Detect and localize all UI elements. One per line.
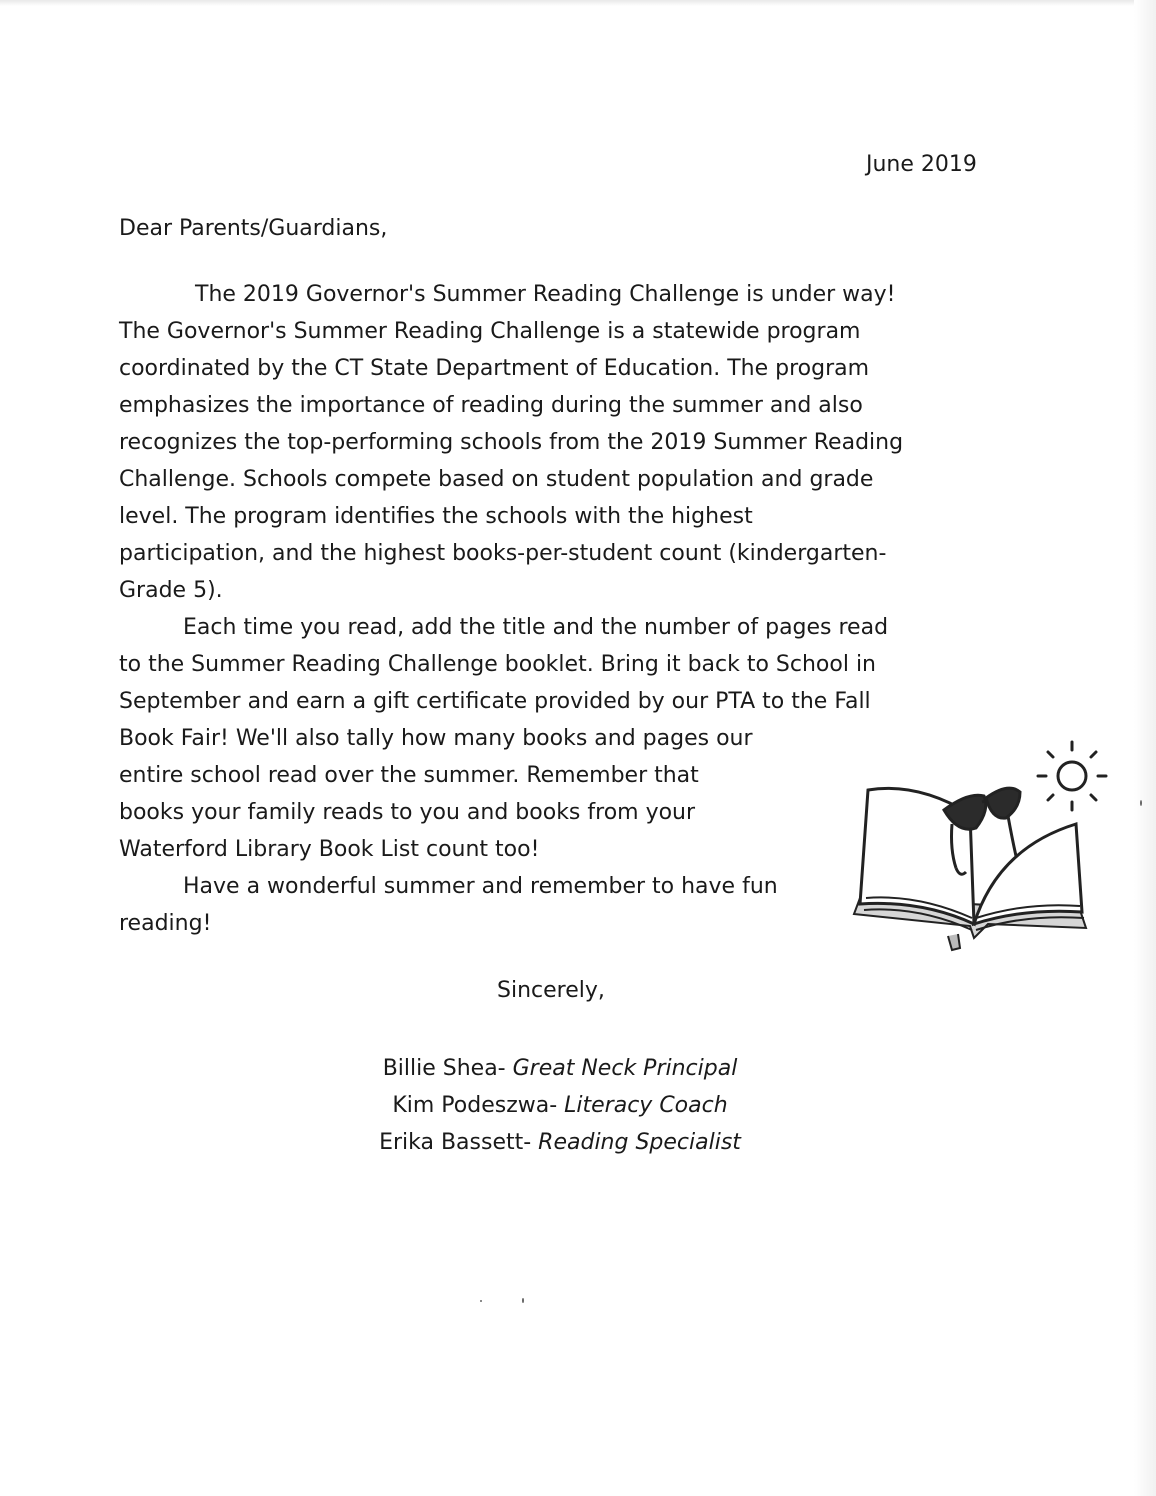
text-line: Each time you read, add the title and the number of pages read bbox=[183, 615, 889, 640]
scan-speck bbox=[1140, 800, 1142, 806]
signer-row bbox=[260, 1124, 860, 1161]
text-line: The 2019 Governor's Summer Reading Challenge is under way! bbox=[195, 282, 896, 307]
scan-speck bbox=[480, 1300, 482, 1302]
text-line: participation, and the highest books-per-student count (kindergarten- bbox=[119, 541, 887, 566]
text-line: level. The program identifies the schools with the highest bbox=[119, 504, 753, 529]
text-line: recognizes the top-performing schools from the 2019 Summer Reading bbox=[119, 430, 904, 455]
salutation: Dear Parents/Guardians, bbox=[119, 216, 388, 241]
signer-name: Erika Bassett- bbox=[379, 1130, 532, 1155]
text-line: books your family reads to you and books from your bbox=[119, 800, 696, 825]
text-line: to the Summer Reading Challenge booklet. Bring it back to School in bbox=[119, 652, 877, 677]
scan-edge-top bbox=[0, 0, 1156, 6]
signer-row bbox=[260, 1050, 860, 1087]
text-line: entire school read over the summer. Remember that bbox=[119, 763, 699, 788]
text-line: Have a wonderful summer and remember to have fun bbox=[183, 874, 778, 899]
letter-date: June 2019 bbox=[866, 152, 977, 177]
scan-speck bbox=[522, 1298, 524, 1303]
sun-icon bbox=[1038, 742, 1106, 810]
signer-name: Kim Podeszwa- bbox=[392, 1093, 558, 1118]
text-line: The Governor's Summer Reading Challenge is a statewide program bbox=[119, 319, 861, 344]
signer-role: Great Neck Principal bbox=[512, 1056, 738, 1081]
text-line: September and earn a gift certificate provided by our PTA to the Fall bbox=[119, 689, 871, 714]
closing: Sincerely, bbox=[497, 978, 605, 1003]
text-line: Waterford Library Book List count too! bbox=[119, 837, 540, 862]
open-book-sunglasses-sun-icon bbox=[848, 738, 1112, 960]
text-line: Challenge. Schools compete based on student population and grade bbox=[119, 467, 874, 492]
text-line: coordinated by the CT State Department of Education. The program bbox=[119, 356, 870, 381]
text-line: Book Fair! We'll also tally how many books and pages our bbox=[119, 726, 753, 751]
text-line: emphasizes the importance of reading during the summer and also bbox=[119, 393, 863, 418]
text-line: Grade 5). bbox=[119, 578, 223, 603]
scan-edge-right bbox=[1134, 0, 1156, 1496]
signer-role: Literacy Coach bbox=[564, 1093, 728, 1118]
paragraph-intro bbox=[119, 276, 999, 609]
text-line: reading! bbox=[119, 911, 212, 936]
signature-block bbox=[260, 1050, 860, 1161]
signer-name: Billie Shea- bbox=[382, 1056, 506, 1081]
signer-role: Reading Specialist bbox=[538, 1130, 741, 1155]
signer-row bbox=[260, 1087, 860, 1124]
